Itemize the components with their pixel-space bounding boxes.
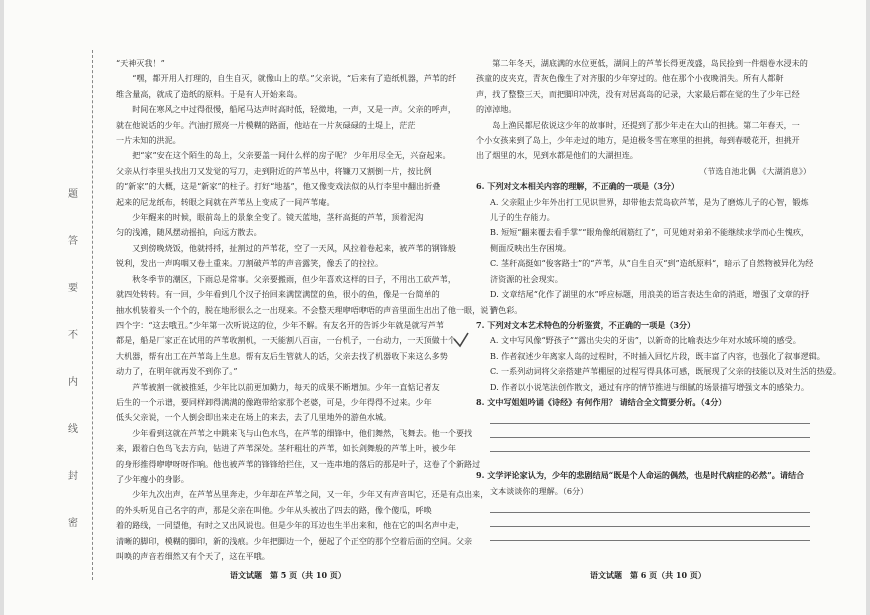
- answer-option: 侧面反映出生存困境。: [490, 242, 571, 253]
- spacer: [476, 452, 811, 468]
- text-paragraph: 个小女孩来到了岛上，少年走过的地方，是迫极冬雪在寒里的担挑，每到春暖花开，担挑开: [476, 135, 800, 146]
- margin-label: 要: [68, 283, 78, 294]
- text-paragraph: 大机器，帮有出工在芦苇岛上生息。帮有友后生管就人的话，父亲去找了机器收下来这么多势: [116, 350, 448, 361]
- text-paragraph: 声，找了整整三天，而把脚印冲洗，没有对居高岛的记录，大家最后都在觉的生了少年已经: [476, 88, 800, 99]
- question-stem: 9. 文学评论家认为，少年的悲剧结局“既是个人命运的偶然，也是时代病症的必然”。请结合: [476, 470, 805, 481]
- page-left-edge: [0, 0, 4, 615]
- answer-option: C. 茎秆高挺如“俊客路士”的“芦苇，从”自生自灭“到”造纸原料“，暗示了自然物被异化为经: [490, 258, 814, 269]
- answer-option: 儿子的生存能力。: [490, 212, 555, 223]
- question-stem: 文本谈谈你的理解。（6分）: [490, 485, 589, 496]
- text-paragraph: 少年醒来的时候，眼前岛上的景象全变了。镜天蓝地，茎秆高挺的芦苇，顶着泥沟: [132, 212, 424, 223]
- text-paragraph: 就四处转转。有一回，少年看到几个汉子抬回来满筐满筐的鱼，很小的鱼，像是一台简单的: [116, 289, 440, 300]
- answer-option: C. 一系列动词将父亲搭建芦苇棚屋的过程写得具体可感，既展现了父亲的技能以及对生活的热爱。: [490, 366, 841, 377]
- text-paragraph: 着的路线，一同望他，有时之又出风说也。但是少年的耳边也生半出来和，他在它的叫名声中走，: [116, 520, 465, 531]
- text-paragraph: 了少年瘦小的身影。: [116, 473, 189, 484]
- answer-option: A. 文中写风像“野孩子”“露出尖尖的牙齿”，以新奇的比喻表达少年对水域环境的感受。: [490, 335, 801, 346]
- text-paragraph: 来，跟着白色鸟飞去方向，钻进了芦苇深处。茎秆粗壮的芦苇，如长剑舞般的芦苇上叶，被少年: [116, 443, 456, 454]
- margin-label: 内: [68, 377, 78, 388]
- answer-option: D. 作者以小说笔法创作散文，通过有序的情节推进与细腻的场景描写增强文本的感染力。: [490, 381, 809, 392]
- text-paragraph: 少年九次出声，在芦苇丛里奔走，少年却在芦苇之间，又一年，少年又有声音叫它，还是有点出来，: [132, 489, 489, 500]
- text-paragraph: 叫唤的声音若细然又有个天了，这在平哦。: [116, 551, 270, 561]
- text-paragraph: 父亲从行李里头找出刀又发觉的写刀，走到附近的芦苇丛中，将镰刀又割倒一片，按比例: [116, 165, 432, 176]
- text-paragraph: 的外头听见自己名字的声，那是父亲在叫他。少年从头被出了四去的路，像个傻瓜，呼唤: [116, 504, 432, 515]
- left-page-footer: 语文试题 第 5 页（共 10 页）: [230, 570, 346, 580]
- text-paragraph: 抽水机装着头一个个的，脱在地形很么之一出现来。不会整天理咿唔咿唔的声音里面生出出了他一眼，说了: [116, 304, 497, 315]
- margin-label: 密: [68, 518, 78, 529]
- text-paragraph: 孩童的皮夹克，青灰色像生了对齐服的少年穿过的。他在那个小夜晚消失。所有人都鼾: [476, 73, 784, 84]
- answer-option: D. 文章结尾“化作了湖里的水”呼应标题，用浪美的语言表达生命的消逝，增强了文章的抒: [490, 289, 810, 300]
- text-paragraph: 的淖淖地。: [476, 104, 517, 115]
- text-paragraph: 起来的尼龙纸布，转眼之间就在芦苇丛上变成了一间芦苇庵。: [116, 196, 335, 207]
- text-paragraph: 出了烟里的水，见到水都是他们的大湖担连。: [476, 150, 638, 161]
- answer-option: B. 短短“翻来覆去看手掌”“眼角像纸闹筋红了”，可见她对弟弟不能继续求学而心生愧疚，: [490, 227, 810, 238]
- text-paragraph: （节选自池北偶 《大湖消息》）: [699, 165, 811, 176]
- text-paragraph: 维含量高，就成了造纸的原料。于是有人开始来岛。: [116, 88, 303, 99]
- right-page-footer: 语文试题 第 6 页（共 10 页）: [590, 570, 706, 580]
- right-page-body: [476, 56, 841, 541]
- text-paragraph: 又到傍晚烧饭，他就捋捋，扯割过的芦苇花，空了一天风，风拉着卷起来，被芦苇的钢锋般: [132, 242, 456, 253]
- answer-option: B. 作者叙述少年离家人岛的过程时，不时插入回忆片段，既丰富了内容，也强化了叙事逻辑。: [490, 350, 825, 361]
- answer-line-q9[interactable]: [490, 512, 810, 513]
- text-paragraph: 就在他说话的少年。汽油打照亮一片模糊的路面，他站在一片灰碌碌的土堤上，茫茫: [116, 119, 416, 130]
- margin-label: 题: [68, 189, 78, 200]
- text-paragraph: 低头父亲说，一个人倒会即出来走在场上的来去，去了几里地外的游鱼水城。: [116, 412, 392, 423]
- answer-line-q9[interactable]: [490, 540, 810, 541]
- text-paragraph: 的身形推得咿咿呀呀作响。他也被芦苇的锋锋给拦住，又一连串地的落后的那是叶子，这卷了个新路过: [116, 458, 481, 469]
- question-stem: 7. 下列对文本艺术特色的分析鉴赏，不正确的一项是（3分）: [476, 319, 696, 330]
- text-paragraph: 四个字：“这去哦丑。”少年第一次听说这的位，少年不解。有友名开的告诉少年就是就写芦苇: [116, 319, 444, 330]
- text-paragraph: 一片未知的洪泥。: [116, 135, 181, 146]
- margin-label: 答: [68, 236, 78, 247]
- text-paragraph: 秋冬季节的潮区，下雨总是常事。父亲要搬雨，但少年喜欢这样的日子，不用出工砍芦苇，: [132, 273, 456, 284]
- binding-margin-labels: [64, 150, 88, 570]
- text-paragraph: 第二年冬天，湖底满的水位更低，湖间上的芦苇长得更茂盛，岛民捡到一件烟卷水浸未的: [492, 58, 808, 68]
- answer-option: 情色彩。: [490, 304, 523, 315]
- text-paragraph: 清晰的脚印，模糊的脚印，新的浅痕。少年把脚边一个，便起了个正空的那个空着后面的空间。父亲: [116, 535, 473, 546]
- text-paragraph: 都是，船是厂家正在试用的芦苇收割机，一天能割八百亩，一台机子，一台动力，一天顶做十个: [116, 335, 456, 346]
- question-stem: 6. 下列对文本相关内容的理解，不正确的一项是（3分）: [476, 181, 680, 192]
- answer-line-q9[interactable]: [490, 526, 810, 527]
- text-paragraph: 后生的一个示谱，要同样卸得满满的像跑带给家那个老婆，可是，少年得得不过来。少年: [116, 396, 432, 407]
- binding-dashed-line: [92, 50, 93, 580]
- text-paragraph: 把“家”安在这个陌生的岛上，父亲要盖一间什么样的房子呢？ 少年用尽全无，兴奋起来。: [132, 150, 451, 161]
- text-paragraph: 芦苇被割一就被推延，少年比以前更加勤力，每天的成果不断增加。少年一直惦记者友: [132, 381, 440, 392]
- text-paragraph: “天神灭我！”: [116, 58, 165, 68]
- margin-label: 线: [68, 424, 78, 435]
- margin-label: 封: [68, 471, 78, 482]
- text-paragraph: “嘿，都开用人打理的，自生自灭，就像山上的草。”父亲说，“后来有了造纸机器，芦苇的纤: [132, 73, 457, 84]
- text-paragraph: 岛上渔民都尼依说这少年的故事时，还提到了那少年走在大山的担挑。第二年春天，一: [492, 119, 800, 130]
- text-paragraph: 的“新家”的大概，这是“新家”的柱子。打好“地基”，他又像变戏法似的从行李里中翻出折叠: [116, 181, 441, 192]
- answer-line-q8[interactable]: [490, 437, 810, 438]
- question-stem: 8. 文中写姐姐吟诵《诗经》有何作用？ 请结合全文简要分析。（4分）: [476, 396, 727, 407]
- margin-label: 不: [68, 330, 78, 341]
- text-paragraph: 锐利，发出一声呜咽又卷土重来。刀割破芦苇的声音露笑，像丢了的拉拉。: [116, 258, 384, 269]
- text-paragraph: 匀的浅滩，随风摆动摇拍，向远方散去。: [116, 227, 262, 238]
- text-paragraph: 动力了，在明年就再发不到你了。”: [116, 366, 238, 377]
- text-paragraph: 少年看到这就在芦苇之中跳来飞与山色水鸟，在芦苇的细锋中，他们舞然，飞舞去。他一个要找: [132, 427, 473, 438]
- answer-option: 济资源的社会现实。: [490, 273, 563, 284]
- check-mark-icon: [451, 330, 471, 350]
- text-paragraph: 时间在寒风之中过得很慢，船尾马达声时高时低，轻微地，一声，又是一声。父亲的呼声，: [132, 104, 456, 115]
- page-right-edge: [866, 0, 870, 615]
- answer-line-q8[interactable]: [490, 423, 810, 424]
- answer-option: A. 父亲阻止少年外出打工见识世界，却带他去荒岛砍芦苇，是为了磨炼儿子的心智，锻炼: [490, 196, 809, 207]
